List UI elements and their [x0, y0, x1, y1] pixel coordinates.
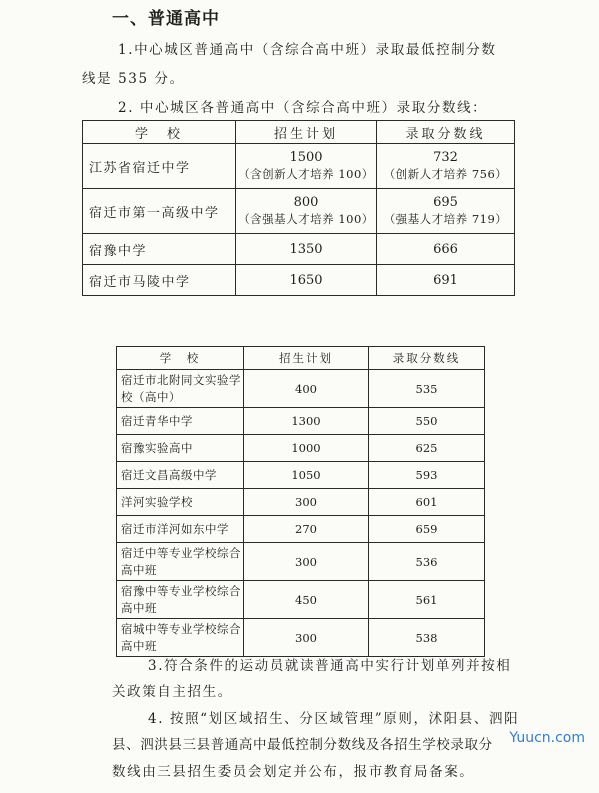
table-row	[117, 489, 485, 516]
column-header-score: 录取分数线	[377, 121, 515, 144]
paragraph-3-line-2: 关政策自主招生。	[112, 684, 233, 700]
score-cell: 625	[369, 435, 485, 462]
plan-cell: 1050	[244, 462, 369, 489]
table-row	[83, 144, 515, 189]
plan-cell: 270	[244, 516, 369, 543]
score-cell: 695 （强基人才培养 719）	[377, 189, 515, 234]
score-cell: 666	[377, 234, 515, 265]
plan-cell: 1300	[244, 408, 369, 435]
school-cell: 宿迁市北附同文实验学校（高中）	[117, 370, 244, 408]
plan-cell: 1500 （含创新人才培养 100）	[236, 144, 377, 189]
table-row	[117, 408, 485, 435]
column-header-score: 录取分数线	[369, 347, 485, 370]
score-cell: 538	[369, 619, 485, 657]
paragraph-3-line-1: 3.符合条件的运动员就读普通高中实行计划单列并按相	[148, 658, 512, 674]
plan-note: （含强基人才培养 100）	[238, 212, 374, 226]
score-cell: 601	[369, 489, 485, 516]
plan-cell: 400	[244, 370, 369, 408]
score-cell: 550	[369, 408, 485, 435]
table-row	[117, 619, 485, 657]
column-header-school: 学 校	[117, 347, 244, 370]
table-row	[117, 543, 485, 581]
table-row	[117, 462, 485, 489]
column-header-school: 学 校	[83, 121, 236, 144]
score-cell: 691	[377, 265, 515, 296]
score-cell: 535	[369, 370, 485, 408]
score-table-2	[116, 346, 485, 657]
paragraph-4-line-3: 数线由三县招生委员会划定并公布，报市教育局备案。	[112, 764, 475, 780]
table-header-row	[117, 347, 485, 370]
table-header-row	[83, 121, 515, 144]
school-cell: 宿城中等专业学校综合高中班	[117, 619, 244, 657]
school-cell: 洋河实验学校	[117, 489, 244, 516]
paragraph-4-line-2: 县、泗洪县三县普通高中最低控制分数线及各招生学校录取分	[112, 737, 493, 753]
paragraph-1-line-2: 线是 535 分。	[82, 71, 185, 87]
score-cell: 536	[369, 543, 485, 581]
school-cell: 宿豫中学	[83, 234, 236, 265]
table-row	[117, 370, 485, 408]
score-cell: 561	[369, 581, 485, 619]
paragraph-4-line-1: 4. 按照“划区域招生、分区域管理”原则，沭阳县、泗阳	[148, 711, 520, 727]
school-cell: 宿迁市马陵中学	[83, 265, 236, 296]
table-row	[83, 265, 515, 296]
section-heading: 一、普通高中	[112, 9, 220, 29]
paragraph-2: 2. 中心城区各普通高中（含综合高中班）录取分数线：	[118, 100, 488, 116]
table-row	[117, 581, 485, 619]
table-row	[117, 516, 485, 543]
score-note: （强基人才培养 719）	[383, 212, 508, 226]
plan-cell: 450	[244, 581, 369, 619]
column-header-plan: 招生计划	[236, 121, 377, 144]
school-cell: 宿豫中等专业学校综合高中班	[117, 581, 244, 619]
table-row	[83, 234, 515, 265]
plan-cell: 1650	[236, 265, 377, 296]
score-cell: 659	[369, 516, 485, 543]
score-table-1	[82, 120, 515, 296]
plan-cell: 300	[244, 543, 369, 581]
score-cell: 732 （创新人才培养 756）	[377, 144, 515, 189]
score-note: （创新人才培养 756）	[383, 167, 508, 181]
plan-cell: 1000	[244, 435, 369, 462]
school-cell: 宿迁市洋河如东中学	[117, 516, 244, 543]
plan-cell: 300	[244, 489, 369, 516]
school-cell: 宿豫实验高中	[117, 435, 244, 462]
school-cell: 宿迁青华中学	[117, 408, 244, 435]
plan-cell: 1350	[236, 234, 377, 265]
paragraph-1-line-1: 1.中心城区普通高中（含综合高中班）录取最低控制分数	[118, 42, 497, 58]
school-cell: 江苏省宿迁中学	[83, 144, 236, 189]
plan-cell: 800 （含强基人才培养 100）	[236, 189, 377, 234]
table-row	[83, 189, 515, 234]
watermark: Yuucn.com	[509, 730, 585, 746]
plan-cell: 300	[244, 619, 369, 657]
table-row	[117, 435, 485, 462]
plan-note: （含创新人才培养 100）	[238, 167, 374, 181]
school-cell: 宿迁中等专业学校综合高中班	[117, 543, 244, 581]
school-cell: 宿迁文昌高级中学	[117, 462, 244, 489]
score-cell: 593	[369, 462, 485, 489]
column-header-plan: 招生计划	[244, 347, 369, 370]
school-cell: 宿迁市第一高级中学	[83, 189, 236, 234]
